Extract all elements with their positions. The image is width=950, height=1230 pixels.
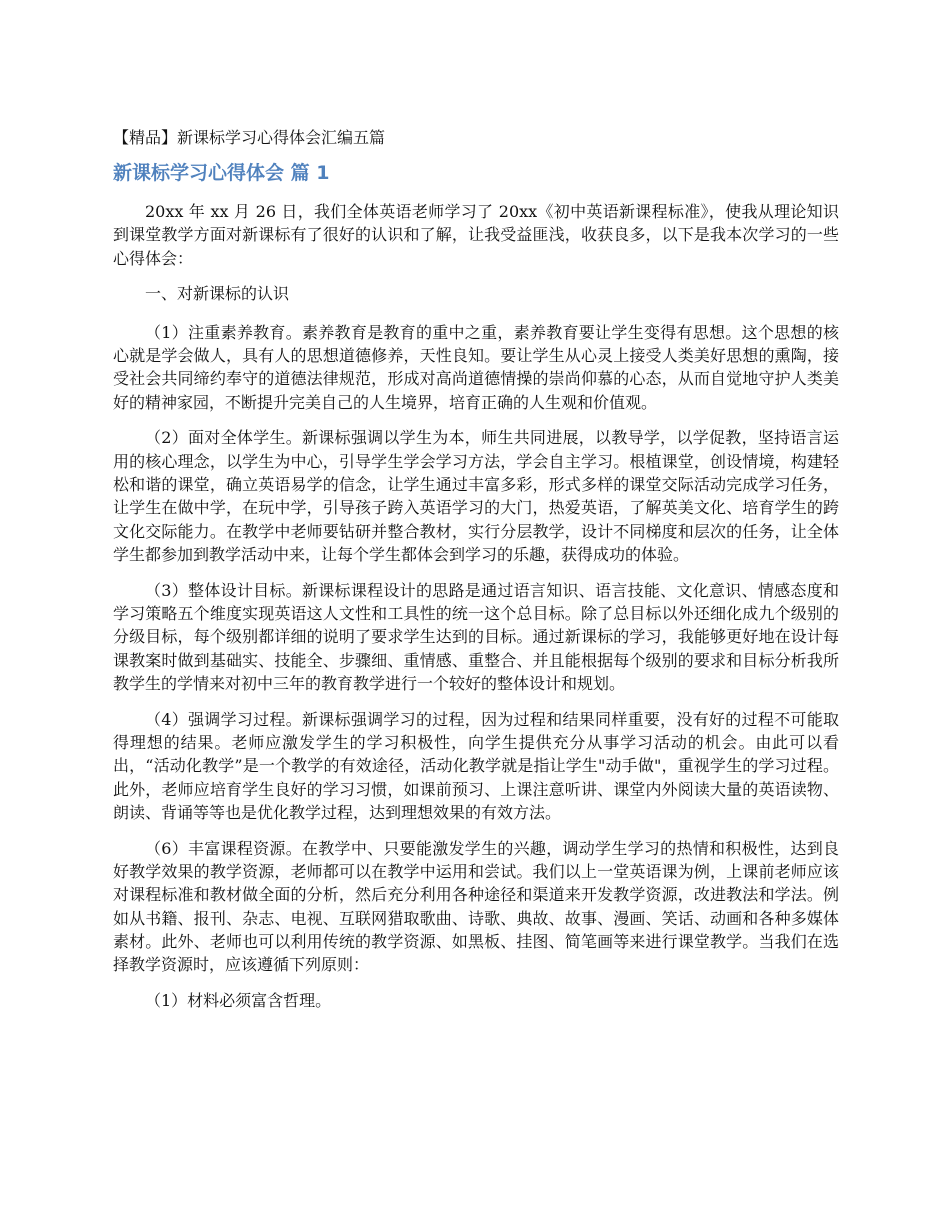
paragraph-intro: 20xx 年 xx 月 26 日，我们全体英语老师学习了 20xx《初中英语新课程标准》，使我从理论知识到课堂教学方面对新课标有了很好的认识和了解，让我受益匪浅，收获良多，以下是我本次学习的一些心得体会： xyxy=(113,202,839,268)
paragraph-point-3: （3）整体设计目标。新课标课程设计的思路是通过语言知识、语言技能、文化意识、情感态度和学习策略五个维度实现英语这人文性和工具性的统一这个总目标。除了总目标以外还细化成九个级别的分级目标，每个级别都详细的说明了要求学生达到的目标。通过新课标的学习，我能够更好地在设计每课教案时做到基础实、技能全、步骤细、重情感、重整合、并且能根据每个级别的要求和目标分析我所教学生的学情来对初中三年的教育教学进行一个较好的整体设计和规划。 xyxy=(113,580,839,693)
paragraph-principle-1: （1）材料必须富含哲理。 xyxy=(145,990,332,1010)
paragraph-point-4: （4）强调学习过程。新课标强调学习的过程，因为过程和结果同样重要，没有好的过程不可能取得理想的结果。老师应激发学生的学习积极性，向学生提供充分从事学习活动的机会。由此可以看出，“活动化教学”是一个教学的有效途径，活动化教学就是指让学生"动手做"，重视学生的学习过程。此外，老师应培育学生良好的学习习惯，如课前预习、上课注意听讲、课堂内外阅读大量的英语读物、朗读、背诵等等也是优化教学过程，达到理想效果的有效方法。 xyxy=(113,709,839,822)
paragraph-point-1: （1）注重素养教育。素养教育是教育的重中之重，素养教育要让学生变得有思想。这个思想的核心就是学会做人，具有人的思想道德修养，天性良知。要让学生从心灵上接受人类美好思想的熏陶，接受社会共同缔约奉守的道德法律规范，形成对高尚道德情操的崇尚仰慕的心态，从而自觉地守护人类美好的精神家园，不断提升完美自己的人生境界，培育正确的人生观和价值观。 xyxy=(113,322,839,412)
document-content xyxy=(113,124,839,1025)
document-title: 【精品】新课标学习心得体会汇编五篇 xyxy=(113,128,386,147)
paragraph-subheading: 一、对新课标的认识 xyxy=(145,284,290,304)
section-heading: 新课标学习心得体会 篇 1 xyxy=(113,162,330,184)
paragraph-point-2: （2）面对全体学生。新课标强调以学生为本，师生共同进展，以教导学，以学促教，坚持语言运用的核心理念，以学生为中心，引导学生学会学习方法，学会自主学习。根植课堂，创设情境，构建轻松和谐的课堂，确立英语易学的信念，让学生通过丰富多彩，形式多样的课堂交际活动完成学习任务，让学生在做中学，在玩中学，引导孩子跨入英语学习的大门，热爱英语，了解英美文化、培育学生的跨文化交际能力。在教学中老师要钻研并整合教材，实行分层教学，设计不同梯度和层次的任务，让全体学生都参加到教学活动中来，让每个学生都体会到学习的乐趣，获得成功的体验。 xyxy=(113,428,839,564)
paragraph-point-6: （6）丰富课程资源。在教学中、只要能激发学生的兴趣，调动学生学习的热情和积极性，达到良好教学效果的教学资源，老师都可以在教学中运用和尝试。我们以上一堂英语课为例，上课前老师应该对课程标准和教材做全面的分析，然后充分利用各种途径和渠道来开发教学资源，改进教法和学法。例如从书籍、报刊、杂志、电视、互联网猎取歌曲、诗歌、典故、故事、漫画、笑话、动画和各种多媒体素材。此外、老师也可以利用传统的教学资源、如黑板、挂图、简笔画等来进行课堂教学。当我们在选择教学资源时，应该遵循下列原则： xyxy=(113,838,839,975)
